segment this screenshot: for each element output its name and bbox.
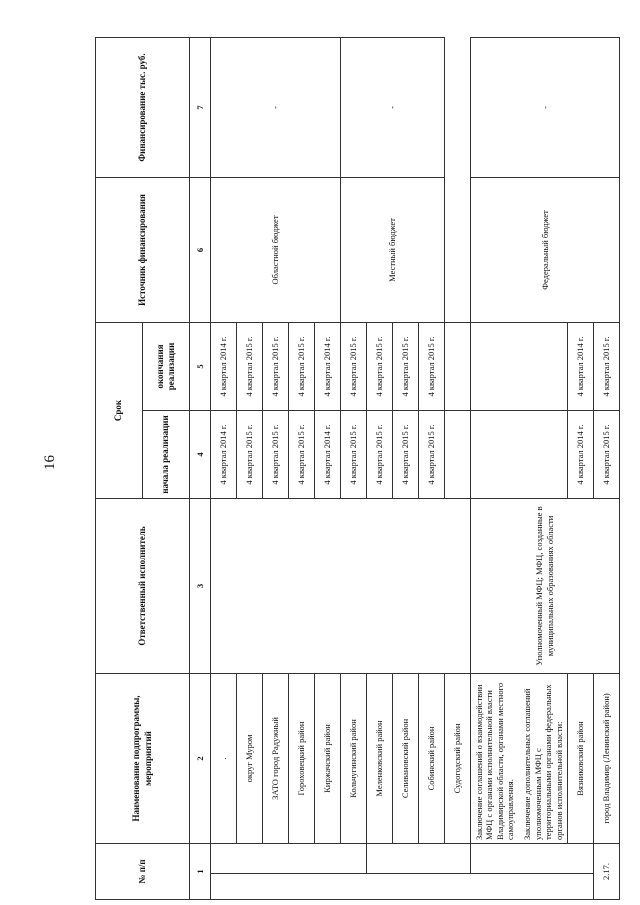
start-cell-empty <box>445 410 471 498</box>
col-number: 4 <box>190 410 211 498</box>
start-cell: 4 квартал 2015 г. <box>594 410 620 498</box>
name-cell: Гороховецкий район <box>289 673 315 843</box>
header-start: начала реализации <box>143 410 190 498</box>
col-number: 1 <box>190 843 211 899</box>
financing-cell: - <box>211 37 341 177</box>
num-subcell <box>471 843 594 873</box>
start-cell: 4 квартал 2014 г. <box>211 410 237 498</box>
name-cell: Киржачский район <box>315 673 341 843</box>
item-217-text1: Заключение соглашений о взаимодействии МФЦ с органами исполнительной власти Владимирской области, органами местного самоуправления. <box>473 682 516 840</box>
header-end: окончания реализации <box>143 322 190 410</box>
program-table-container <box>95 38 615 900</box>
item-217-executor: Уполномоченный МФЦ; МФЦ, созданные в муниципальных образованиях области <box>471 498 620 673</box>
end-cell: 4 квартал 2014 г. <box>315 322 341 410</box>
name-cell: ЗАТО город Радужный <box>263 673 289 843</box>
name-cell: Кольчугинский район <box>341 673 367 843</box>
end-cell: 4 квартал 2015 г. <box>393 322 419 410</box>
name-cell: округ Муром <box>237 673 263 843</box>
end-cell: 4 квартал 2015 г. <box>237 322 263 410</box>
name-cell: Вязниковский район <box>568 673 594 843</box>
end-cell-empty <box>471 322 568 410</box>
header-num: № п/п <box>96 843 190 899</box>
header-term: Срок <box>96 322 143 498</box>
blank-row-marker: . <box>211 673 237 843</box>
end-cell: 4 квартал 2015 г. <box>263 322 289 410</box>
source-cell: Местный бюджет <box>341 177 445 322</box>
start-cell: 4 квартал 2015 г. <box>341 410 367 498</box>
start-cell: 4 квартал 2015 г. <box>367 410 393 498</box>
start-cell: 4 квартал 2015 г. <box>289 410 315 498</box>
source-cell: Областной бюджет <box>211 177 341 322</box>
start-cell: 4 квартал 2015 г. <box>419 410 445 498</box>
num-cell <box>211 874 594 900</box>
executor-cell-empty <box>211 498 471 673</box>
header-source: Источник финансирования <box>96 177 190 322</box>
end-cell: 4 квартал 2015 г. <box>341 322 367 410</box>
end-cell: 4 квартал 2015 г. <box>289 322 315 410</box>
name-cell: Собинский район <box>419 673 445 843</box>
start-cell: 4 квартал 2015 г. <box>393 410 419 498</box>
col-number: 6 <box>190 177 211 322</box>
item-217-text2: Заключение дополнительных соглашений уполномоченным МФЦ с территориальными органами федеральных органов исполнительной власти: <box>522 684 564 840</box>
end-cell-empty <box>445 322 471 410</box>
start-cell: 4 квартал 2015 г. <box>237 410 263 498</box>
start-cell-empty <box>471 410 568 498</box>
item-217-text <box>471 673 568 843</box>
header-executor: Ответственный исполнитель <box>96 498 190 673</box>
col-number: 3 <box>190 498 211 673</box>
name-cell: Селивановский район <box>393 673 419 843</box>
rotated-page <box>95 38 615 900</box>
end-cell: 4 квартал 2015 г. <box>367 322 393 410</box>
col-number: 2 <box>190 673 211 843</box>
start-cell: 4 квартал 2015 г. <box>263 410 289 498</box>
header-name: Наименование подпрограммы, мероприятий <box>96 673 190 843</box>
num-subcell <box>367 843 471 873</box>
program-table <box>95 37 620 900</box>
financing-cell: - <box>341 37 445 177</box>
end-cell: 4 квартал 2015 г. <box>594 322 620 410</box>
start-cell: 4 квартал 2014 г. <box>568 410 594 498</box>
col-number: 5 <box>190 322 211 410</box>
end-cell: 4 квартал 2014 г. <box>568 322 594 410</box>
col-number: 7 <box>190 37 211 177</box>
end-cell: 4 квартал 2015 г. <box>419 322 445 410</box>
start-cell: 4 квартал 2014 г. <box>315 410 341 498</box>
header-financing: Финансирование тыс. руб. <box>96 37 190 177</box>
source-cell: Федеральный бюджет <box>471 177 620 322</box>
name-cell: Меленковский район <box>367 673 393 843</box>
end-cell: 4 квартал 2014 г. <box>211 322 237 410</box>
name-cell: город Владимир (Ленинский район) <box>594 673 620 843</box>
item-number: 2.17. <box>594 843 620 899</box>
name-cell: Судогодский район <box>445 673 471 843</box>
num-subcell <box>211 843 367 873</box>
financing-cell: - <box>471 37 620 177</box>
page-number: 16 <box>42 455 58 470</box>
